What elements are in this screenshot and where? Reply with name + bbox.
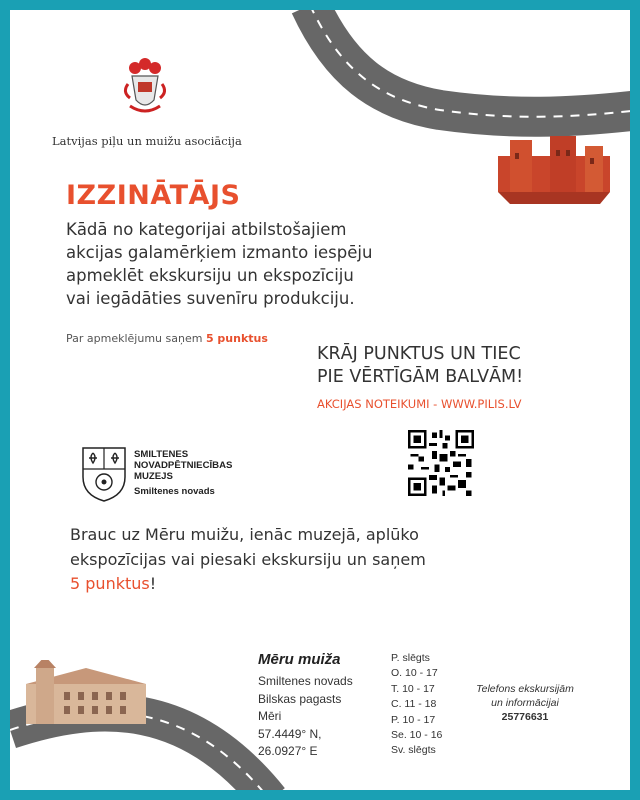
collect-slogan	[317, 343, 523, 389]
address-line: 26.0927° E	[258, 744, 318, 758]
slogan-line: KRĀJ PUNKTUS UN TIEC	[317, 344, 521, 364]
slogan-line: PIE VĒRTĪGĀM BALVĀM!	[317, 367, 524, 387]
museum-name-line: SMILTENES	[134, 449, 189, 460]
hours-row: Se. 10 - 16	[391, 729, 443, 742]
address-line: 57.4449° N,	[258, 726, 322, 741]
visit-points: 5 punktus	[205, 332, 268, 345]
phone-number[interactable]: 25776631	[501, 711, 549, 723]
phone-info	[460, 682, 590, 724]
museum-name-line: NOVADPĒTNIECĪBAS	[134, 460, 233, 471]
description-line: ekspozīcijas vai piesaki ekskursiju un saņem	[70, 549, 426, 569]
hours-row: T. 10 - 17	[391, 682, 435, 695]
intro-line: Kādā no kategorijai atbilstošajiem	[66, 220, 347, 239]
qr-code-icon[interactable]	[408, 430, 474, 496]
rules-link[interactable]: AKCIJAS NOTEIKUMI - WWW.PILIS.LV	[317, 397, 522, 411]
manor-address	[258, 673, 353, 761]
manor-house-icon	[16, 660, 166, 730]
intro-line: vai iegādāties suvenīru produkciju.	[66, 289, 355, 308]
page-title: IZZINĀTĀJS	[66, 180, 241, 211]
intro-line: apmeklēt ekskursiju un ekspozīciju	[66, 266, 354, 285]
hours-row: C. 11 - 18	[391, 698, 437, 711]
description-points-line	[70, 572, 510, 597]
manor-name: Mēru muiža	[258, 651, 341, 668]
hours-row: Sv. slēgts	[391, 744, 436, 757]
museum-name	[134, 449, 232, 482]
visit-description	[70, 523, 510, 597]
address-line: Smiltenes novads	[258, 674, 353, 688]
address-line: Mēri	[258, 709, 282, 723]
museum-name-line: MUZEJS	[134, 471, 173, 482]
intro-text	[66, 218, 426, 310]
hours-row: O. 10 - 17	[391, 667, 438, 680]
phone-label: Telefons ekskursijām	[476, 683, 574, 695]
visit-text: Par apmeklējumu saņem	[66, 332, 203, 345]
description-points: 5 punktus	[70, 574, 150, 593]
coat-of-arms-icon	[120, 58, 170, 118]
association-name: Latvijas piļu un muižu asociācija	[52, 134, 242, 148]
opening-hours	[391, 651, 442, 759]
address-line: Bilskas pagasts	[258, 691, 342, 706]
exclamation: !	[149, 574, 157, 593]
phone-label: un informācijai	[491, 697, 559, 709]
description-line: Brauc uz Mēru muižu, ienāc muzejā, aplūko	[70, 525, 419, 544]
museum-shield-icon	[80, 445, 128, 503]
hours-row: P. 10 - 17	[391, 713, 436, 726]
poster	[10, 10, 630, 790]
intro-line: akcijas galamērķiem izmanto iespēju	[66, 243, 373, 262]
hours-row: P. slēgts	[391, 652, 430, 664]
castle-icon	[490, 128, 620, 208]
visit-points-note	[66, 332, 268, 345]
museum-region: Smiltenes novads	[134, 486, 215, 497]
